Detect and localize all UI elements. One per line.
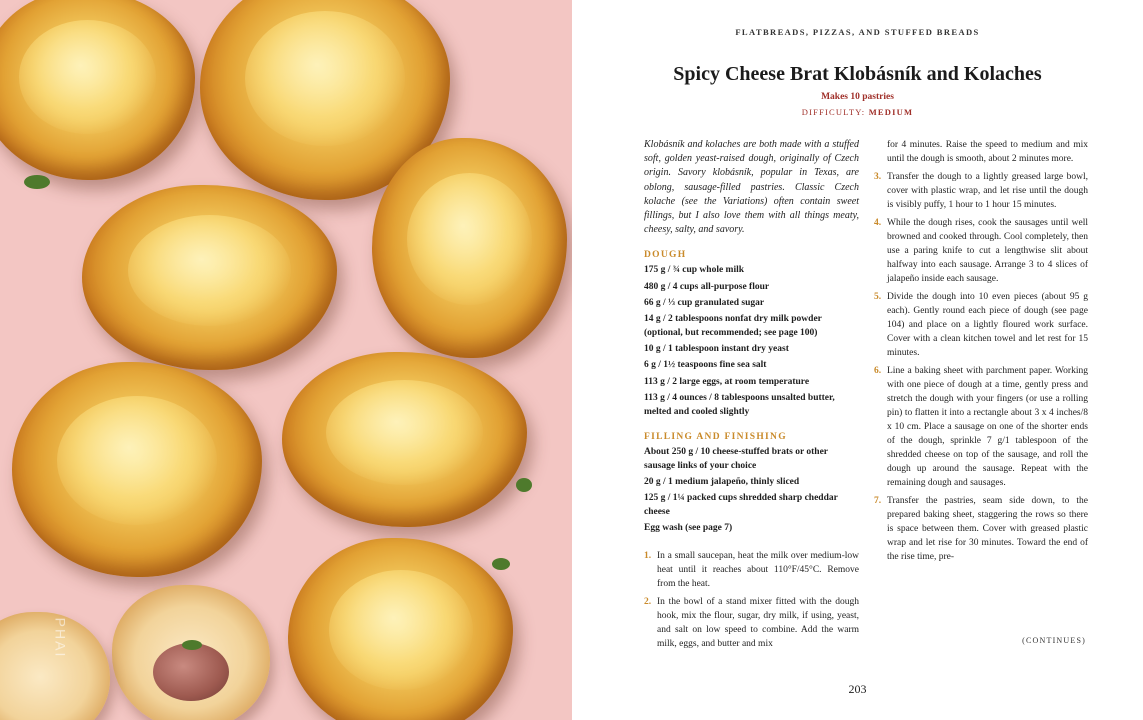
recipe-intro: Klobásník and kolaches are both made with a stuffed soft, golden yeast-raised dough, originally of Czech origin. Savory klobásník, popular in Texas, are oblong, sausage-filled pastries. Classic Czech kolache (see the Variations) often contain sweet fillings, but I also love them with all things meaty, cheesy, salty, and savory. [644, 139, 859, 236]
step-text: While the dough rises, cook the sausages until well browned and cooked through. Cool completely, then use a paring knife to cut a lengthwise slit about halfway into each sausage. Arrange 3 to 4 slices of jalapeño inside each sausage. [887, 218, 1088, 284]
method-step [644, 549, 859, 591]
pastry [12, 362, 262, 577]
method-step [874, 290, 1088, 360]
step-number: 4. [874, 218, 882, 228]
step-text: In the bowl of a stand mixer fitted with the dough hook, mix the flour, sugar, dry milk, if using, yeast, and salt on low speed to combine. Add the warm milk, eggs, and butter and mix [657, 597, 859, 650]
continues-marker: (CONTINUES) [1022, 636, 1086, 645]
recipe-yield: Makes 10 pastries [821, 92, 894, 102]
filling-heading: FILLING AND FINISHING [644, 431, 787, 442]
page-number: 203 [848, 682, 867, 696]
method-step [644, 595, 859, 651]
pastry [282, 352, 527, 527]
jalapeno-slice [24, 175, 50, 189]
ingredient: 6 g / 1½ teaspoons fine sea salt [644, 360, 767, 371]
sausage-slice [153, 643, 229, 701]
ingredient: About 250 g / 10 cheese-stuffed brats or other sausage links of your choice [644, 446, 828, 471]
step-number: 7. [874, 496, 882, 506]
filling-ingredient-list [644, 445, 859, 536]
ingredient: 20 g / 1 medium jalapeño, thinly sliced [644, 476, 800, 487]
step-text: Transfer the pastries, seam side down, to the prepared baking sheet, staggering the rows so there is space between them. Cover with greased plastic wrap and let rise for 30 minutes. Toward the end of the rise time, pre- [887, 496, 1088, 562]
recipe-page [572, 0, 1143, 720]
step-text: Divide the dough into 10 even pieces (about 95 g each). Gently round each piece of dough (see page 104) and place on a lightly floured work surface. Cover with a clean kitchen towel and let rest for 15 minutes. [887, 292, 1088, 358]
right-column [874, 138, 1088, 568]
recipe-title: Spicy Cheese Brat Klobásník and Kolaches [673, 63, 1042, 85]
ingredient: 14 g / 2 tablespoons nonfat dry milk powder (optional, but recommended; see page 100) [644, 313, 822, 338]
ingredient: 66 g / ⅓ cup granulated sugar [644, 297, 765, 308]
jalapeno-slice [516, 478, 532, 492]
method-step [874, 170, 1088, 212]
ingredient: Egg wash (see page 7) [644, 523, 733, 534]
pastry [82, 185, 337, 370]
difficulty-value: MEDIUM [868, 107, 914, 117]
difficulty-line [572, 107, 1143, 117]
step-text: In a small saucepan, heat the milk over medium-low heat until it reaches about 110°F/45°C. Remove from the heat. [657, 551, 859, 590]
running-head: FLATBREADS, PIZZAS, AND STUFFED BREADS [735, 27, 980, 37]
method-step [874, 364, 1088, 490]
method-step [874, 494, 1088, 564]
step-text: Transfer the dough to a lightly greased large bowl, cover with plastic wrap, and let rise until the dough is visibly puffy, 1 hour to 1 hour 15 minutes. [887, 172, 1088, 210]
method-step [874, 216, 1088, 286]
method-steps-left [644, 549, 859, 651]
ingredient: 113 g / 2 large eggs, at room temperature [644, 376, 810, 387]
ingredient: 175 g / ¾ cup whole milk [644, 265, 745, 276]
ingredient: 125 g / 1¼ packed cups shredded sharp cheddar cheese [644, 493, 838, 518]
photo-watermark: PHAI [52, 617, 69, 659]
step-number: 3. [874, 172, 882, 182]
ingredient: 10 g / 1 tablespoon instant dry yeast [644, 344, 789, 355]
ingredient: 480 g / 4 cups all-purpose flour [644, 281, 770, 292]
step-number: 1. [644, 551, 652, 562]
pastry [0, 0, 195, 180]
step-text: Line a baking sheet with parchment paper. Working with one piece of dough at a time, gently press and stretch the dough with your fingers (or use a rolling pin) to flatten it into a rectangle about 3 x 4 inches/8 x 10 cm. Place a sausage on one of the shorter ends of the dough, sprinkle 7 g/1 tablespoon of the shredded cheese on top of the sausage, and roll the dough up around the sausage. Repeat with the remaining dough and sausages. [887, 366, 1088, 488]
ingredient: 113 g / 4 ounces / 8 tablespoons unsalted butter, melted and cooled slightly [644, 392, 835, 417]
left-column [644, 138, 859, 655]
dough-ingredient-list [644, 263, 859, 418]
step-number: 5. [874, 292, 882, 302]
pastry [372, 138, 567, 358]
pastry [288, 538, 513, 720]
jalapeno-slice [182, 640, 202, 650]
dough-heading: DOUGH [644, 250, 687, 261]
jalapeno-slice [492, 558, 510, 570]
pastry-cut-half [112, 585, 270, 720]
step-number: 6. [874, 366, 882, 376]
step-continued-text: for 4 minutes. Raise the speed to medium and mix until the dough is smooth, about 2 minutes more. [887, 140, 1088, 164]
step-number: 2. [644, 597, 652, 608]
difficulty-label: DIFFICULTY: [801, 107, 866, 117]
